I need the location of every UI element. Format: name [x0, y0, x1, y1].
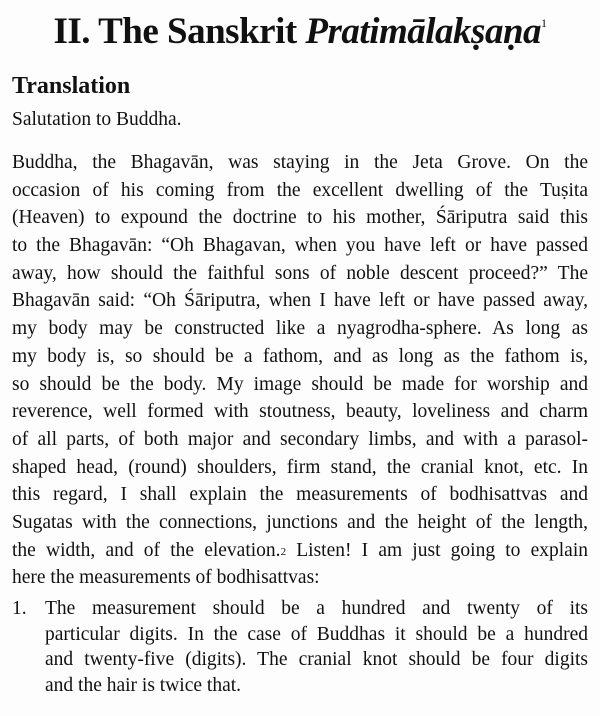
text-line: [12, 537, 588, 565]
page-title: [0, 10, 600, 53]
text-line: and the hair is twice that.: [45, 674, 242, 696]
text-line: occasion of his coming from the excellent dwelling of the Tuṣita: [12, 179, 588, 201]
line-text: the width, and of the elevation.: [12, 539, 281, 561]
text-line: so should be the body. My image should be made for worship and: [12, 373, 588, 395]
footnote-ref: 2: [280, 545, 287, 558]
text-line: shaped head, (round) shoulders, firm stand, the cranial knot, etc. In: [12, 456, 588, 478]
text-line: here the measurements of bodhisattvas:: [12, 567, 320, 589]
text-line: Sugatas with the connections, junctions and the height of the length,: [12, 511, 588, 533]
text-line: Buddha, the Bhagavān, was staying in the Jeta Grove. On the: [12, 152, 588, 173]
section-heading: Translation: [12, 73, 131, 99]
line-text: Listen! I am just going to explain: [286, 539, 588, 561]
list-number: 1.: [12, 598, 27, 619]
body-paragraph: [12, 149, 588, 592]
text-line: this regard, I shall explain the measurements of bodhisattvas and: [12, 484, 588, 506]
title-italic: Pratimālakṣaṇa: [305, 11, 542, 52]
text-line: particular digits. In the case of Buddhas it should be a hundred: [45, 623, 588, 645]
text-line: Bhagavān said: “Oh Śāriputra, when I have left or have passed away,: [12, 290, 588, 312]
title-text: II. The Sanskrit: [53, 11, 306, 52]
text-line: my body may be constructed like a nyagrodha-sphere. As long as: [12, 318, 588, 340]
text-line: The measurement should be a hundred and twenty of its: [45, 598, 588, 619]
text-line: and twenty-five (digits). The cranial knot should be four digits: [45, 649, 588, 670]
salutation: Salutation to Buddha.: [12, 109, 182, 130]
text-line: of all parts, of both major and secondary limbs, and with a parasol-: [12, 428, 588, 450]
footnote-ref: 1: [541, 16, 547, 30]
text-line: (Heaven) to expound the doctrine to his mother, Śāriputra said this: [12, 207, 588, 229]
text-line: to the Bhagavān: “Oh Bhagavan, when you have left or have passed: [12, 235, 588, 257]
text-line: reverence, well formed with stoutness, beauty, loveliness and charm: [12, 401, 588, 423]
numbered-list: [12, 596, 588, 698]
text-line: my body is, so should be a fathom, and as long as the fathom is,: [12, 345, 588, 367]
text-line: away, how should the faithful sons of noble descent proceed?” The: [12, 262, 588, 284]
list-item: [12, 596, 588, 698]
